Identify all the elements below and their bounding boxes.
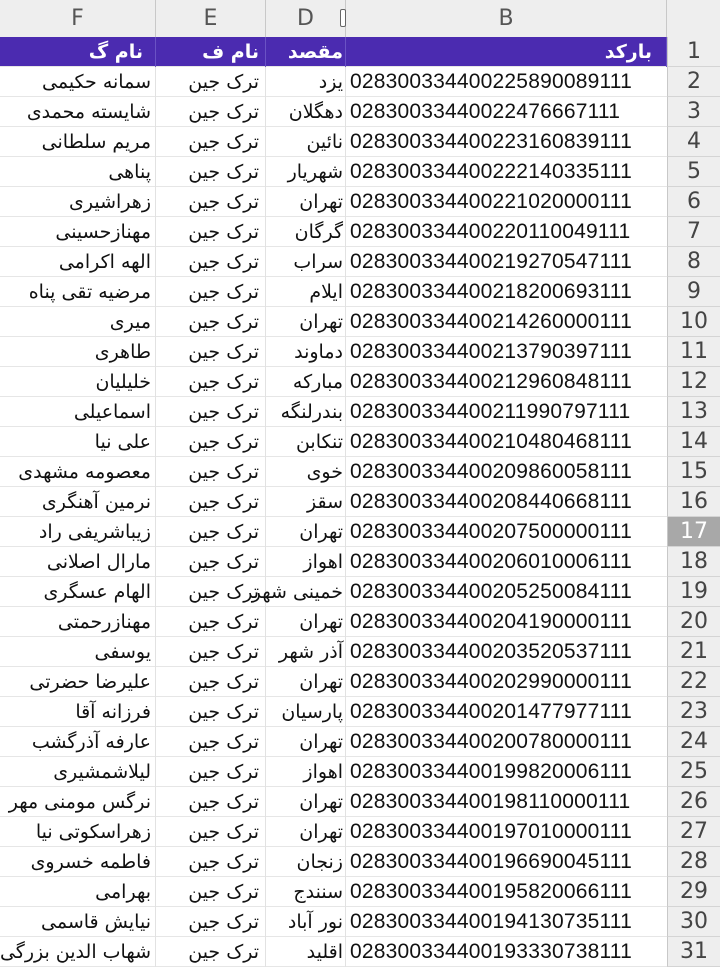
table-row — [0, 817, 720, 847]
cell-destination[interactable]: تهران — [266, 307, 346, 337]
cell-last-name[interactable]: ترک جین — [156, 667, 266, 697]
cell-first-name[interactable]: مریم سلطانی — [0, 127, 156, 157]
row-number[interactable]: 11 — [667, 337, 720, 367]
cell-destination[interactable]: تهران — [266, 607, 346, 637]
cell-last-name[interactable]: ترک جین — [156, 517, 266, 547]
row-number[interactable]: 15 — [667, 457, 720, 487]
cell-barcode[interactable]: 028300334400199820006111 — [350, 760, 632, 783]
cell-first-name[interactable]: یوسفی — [0, 637, 156, 667]
cell-destination[interactable]: شهریار — [266, 157, 346, 187]
table-row — [0, 397, 720, 427]
column-header-d[interactable]: D — [266, 0, 346, 37]
cell-last-name[interactable]: ترک جین — [156, 97, 266, 127]
table-row — [0, 67, 720, 97]
table-row — [0, 727, 720, 757]
row-number[interactable]: 21 — [667, 637, 720, 667]
cell-destination[interactable]: دماوند — [266, 337, 346, 367]
cell-barcode[interactable]: 028300334400201477977111 — [350, 700, 632, 723]
cell-destination[interactable]: سقز — [266, 487, 346, 517]
row-number[interactable]: 17 — [667, 517, 720, 547]
header-cell-barcode[interactable]: بارکد — [346, 37, 667, 67]
row-number[interactable]: 16 — [667, 487, 720, 517]
cell-last-name[interactable]: ترک جین — [156, 847, 266, 877]
cell-first-name[interactable]: زیباشریفی راد — [0, 517, 156, 547]
cell-barcode[interactable]: 028300334400208440668111 — [350, 490, 632, 513]
cell-first-name[interactable]: اسماعیلی — [0, 397, 156, 427]
cell-destination[interactable]: تهران — [266, 187, 346, 217]
cell-last-name[interactable]: ترک جین — [156, 547, 266, 577]
column-resize-handle[interactable] — [340, 9, 346, 27]
cell-first-name[interactable]: شهاب الدین بزرگی — [0, 937, 156, 967]
cell-barcode[interactable]: 028300334400219270547111 — [350, 250, 632, 273]
cell-first-name[interactable]: سمانه حکیمی — [0, 67, 156, 97]
cell-last-name[interactable]: ترک جین — [156, 607, 266, 637]
row-number[interactable]: 13 — [667, 397, 720, 427]
cell-first-name[interactable]: پناهی — [0, 157, 156, 187]
cell-first-name[interactable]: مارال اصلانی — [0, 547, 156, 577]
cell-first-name[interactable]: فرزانه آقا — [0, 697, 156, 727]
row-number[interactable]: 6 — [667, 187, 720, 217]
cell-first-name[interactable]: نرگس مومنی مهر — [0, 787, 156, 817]
row-number[interactable]: 3 — [667, 97, 720, 127]
cell-barcode[interactable]: 028300334400212960848111 — [350, 370, 632, 393]
cell-barcode[interactable]: 028300334400197010000111 — [350, 820, 632, 843]
row-number[interactable]: 2 — [667, 67, 720, 97]
table-row — [0, 457, 720, 487]
cell-last-name[interactable]: ترک جین — [156, 937, 266, 967]
cell-destination[interactable]: دهگلان — [266, 97, 346, 127]
cell-barcode[interactable]: 028300334400202990000111 — [350, 670, 632, 693]
cell-first-name[interactable]: معصومه مشهدی — [0, 457, 156, 487]
table-row — [0, 427, 720, 457]
table-row — [0, 847, 720, 877]
cell-destination[interactable]: ایلام — [266, 277, 346, 307]
table-row — [0, 877, 720, 907]
cell-destination[interactable]: تهران — [266, 667, 346, 697]
table-row — [0, 307, 720, 337]
cell-barcode[interactable]: 028300334400198110000111 — [350, 790, 631, 813]
cell-last-name[interactable]: ترک جین — [156, 127, 266, 157]
cell-last-name[interactable]: ترک جین — [156, 217, 266, 247]
table-row — [0, 367, 720, 397]
table-row — [0, 337, 720, 367]
cell-barcode[interactable]: 028300334400207500000111 — [350, 520, 632, 543]
row-number[interactable]: 23 — [667, 697, 720, 727]
cell-barcode[interactable]: 028300334400211990797111 — [350, 400, 631, 423]
cell-destination[interactable]: سراب — [266, 247, 346, 277]
header-cell-destination[interactable]: مقصد — [266, 37, 346, 67]
column-header-bar — [0, 0, 720, 38]
cell-barcode[interactable]: 028300334400221020000111 — [350, 190, 632, 213]
cell-barcode[interactable]: 028300334400213790397111 — [350, 340, 632, 363]
cell-destination[interactable]: پارسیان — [266, 697, 346, 727]
cell-first-name[interactable]: مرضیه تقی پناه — [0, 277, 156, 307]
table-row — [0, 757, 720, 787]
cell-first-name[interactable]: شایسته محمدی — [0, 97, 156, 127]
cell-barcode[interactable]: 028300334400218200693111 — [350, 280, 632, 303]
cell-first-name[interactable]: نیایش قاسمی — [0, 907, 156, 937]
cell-last-name[interactable]: ترک جین — [156, 367, 266, 397]
cell-destination[interactable]: یزد — [266, 67, 346, 97]
table-row — [0, 907, 720, 937]
table-row — [0, 637, 720, 667]
table-row — [0, 577, 720, 607]
cell-destination[interactable]: سنندج — [266, 877, 346, 907]
select-all-corner[interactable] — [667, 0, 720, 37]
cell-last-name[interactable]: ترک جین — [156, 727, 266, 757]
row-number[interactable]: 4 — [667, 127, 720, 157]
row-number[interactable]: 18 — [667, 547, 720, 577]
cell-first-name[interactable]: طاهری — [0, 337, 156, 367]
header-row — [0, 37, 720, 67]
cell-first-name[interactable]: الهه اکرامی — [0, 247, 156, 277]
cell-destination[interactable]: گرگان — [266, 217, 346, 247]
cell-last-name[interactable]: ترک جین — [156, 397, 266, 427]
cell-barcode[interactable]: 028300334400193330738111 — [350, 940, 632, 963]
cell-last-name[interactable]: ترک جین — [156, 907, 266, 937]
row-number[interactable]: 8 — [667, 247, 720, 277]
cell-barcode[interactable]: 028300334400222140335111 — [350, 160, 632, 183]
cell-barcode[interactable]: 028300334400194130735111 — [350, 910, 632, 933]
cell-first-name[interactable]: میری — [0, 307, 156, 337]
cell-first-name[interactable]: مهنازرحمتی — [0, 607, 156, 637]
row-number[interactable]: 31 — [667, 937, 720, 967]
cell-last-name[interactable]: ترک جین — [156, 817, 266, 847]
cell-destination[interactable]: تهران — [266, 727, 346, 757]
cell-barcode[interactable]: 028300334400225890089111 — [350, 70, 632, 93]
cell-last-name[interactable]: ترک جین — [156, 157, 266, 187]
row-number[interactable]: 5 — [667, 157, 720, 187]
table-row — [0, 277, 720, 307]
column-header-f[interactable]: F — [0, 0, 156, 37]
cell-destination[interactable]: تهران — [266, 787, 346, 817]
header-cell-last-name[interactable]: نام ف — [156, 37, 266, 67]
cell-destination[interactable]: خمینی شهر — [266, 577, 346, 607]
cell-barcode[interactable]: 028300334400204190000111 — [350, 610, 632, 633]
cell-barcode[interactable]: 02830033440022476667111 — [350, 100, 621, 123]
cell-barcode[interactable]: 028300334400205250084111 — [350, 580, 632, 603]
table-row — [0, 547, 720, 577]
cell-destination[interactable]: زنجان — [266, 847, 346, 877]
row-number[interactable]: 28 — [667, 847, 720, 877]
cell-first-name[interactable]: مهنازحسینی — [0, 217, 156, 247]
table-row — [0, 97, 720, 127]
row-number[interactable]: 30 — [667, 907, 720, 937]
table-row — [0, 247, 720, 277]
row-number[interactable]: 25 — [667, 757, 720, 787]
cell-barcode[interactable]: 028300334400214260000111 — [350, 310, 632, 333]
cell-barcode[interactable]: 028300334400223160839111 — [350, 130, 632, 153]
row-number[interactable]: 27 — [667, 817, 720, 847]
cell-first-name[interactable]: بهرامی — [0, 877, 156, 907]
cell-last-name[interactable]: ترک جین — [156, 277, 266, 307]
cell-last-name[interactable]: ترک جین — [156, 637, 266, 667]
table-row — [0, 487, 720, 517]
cell-first-name[interactable]: الهام عسگری — [0, 577, 156, 607]
table-row — [0, 667, 720, 697]
header-cell-first-name[interactable]: نام گ — [0, 37, 156, 67]
cell-first-name[interactable]: فاطمه خسروی — [0, 847, 156, 877]
cell-destination[interactable]: آذر شهر — [266, 637, 346, 667]
table-row — [0, 187, 720, 217]
cell-last-name[interactable]: ترک جین — [156, 427, 266, 457]
cell-destination[interactable]: اهواز — [266, 757, 346, 787]
cell-first-name[interactable]: نرمین آهنگری — [0, 487, 156, 517]
row-number[interactable]: 22 — [667, 667, 720, 697]
cell-first-name[interactable]: علی نیا — [0, 427, 156, 457]
row-number[interactable]: 7 — [667, 217, 720, 247]
row-number[interactable]: 1 — [667, 37, 720, 67]
row-number[interactable]: 20 — [667, 607, 720, 637]
row-number[interactable]: 9 — [667, 277, 720, 307]
table-row — [0, 697, 720, 727]
row-number[interactable]: 10 — [667, 307, 720, 337]
table-row — [0, 157, 720, 187]
cell-destination[interactable]: تنکابن — [266, 427, 346, 457]
cell-barcode[interactable]: 028300334400209860058111 — [350, 460, 632, 483]
table-row — [0, 217, 720, 247]
cell-first-name[interactable]: لیلاشمشیری — [0, 757, 156, 787]
row-number[interactable]: 14 — [667, 427, 720, 457]
cell-first-name[interactable]: عارفه آذرگشب — [0, 727, 156, 757]
table-row — [0, 517, 720, 547]
cell-last-name[interactable]: ترک جین — [156, 877, 266, 907]
cell-destination[interactable]: مبارکه — [266, 367, 346, 397]
cell-first-name[interactable]: خلیلیان — [0, 367, 156, 397]
cell-last-name[interactable]: ترک جین — [156, 457, 266, 487]
cell-last-name[interactable]: ترک جین — [156, 307, 266, 337]
cell-destination[interactable]: اقلید — [266, 937, 346, 967]
table-row — [0, 787, 720, 817]
cell-barcode[interactable]: 028300334400200780000111 — [350, 730, 632, 753]
cell-barcode[interactable]: 028300334400210480468111 — [350, 430, 632, 453]
column-header-b[interactable]: B — [346, 0, 667, 37]
cell-destination[interactable]: بندرلنگه — [266, 397, 346, 427]
cell-destination[interactable]: نائین — [266, 127, 346, 157]
cell-last-name[interactable]: ترک جین — [156, 247, 266, 277]
cell-last-name[interactable]: ترک جین — [156, 67, 266, 97]
cell-destination[interactable]: نور آباد — [266, 907, 346, 937]
cell-destination[interactable]: تهران — [266, 517, 346, 547]
cell-barcode[interactable]: 028300334400195820066111 — [350, 880, 632, 903]
row-number[interactable]: 26 — [667, 787, 720, 817]
cell-last-name[interactable]: ترک جین — [156, 187, 266, 217]
cell-barcode[interactable]: 028300334400206010006111 — [350, 550, 632, 573]
cell-last-name[interactable]: ترک جین — [156, 337, 266, 367]
table-row — [0, 607, 720, 637]
cell-first-name[interactable]: زهراسکوتی نیا — [0, 817, 156, 847]
row-number[interactable]: 24 — [667, 727, 720, 757]
cell-last-name[interactable]: ترک جین — [156, 577, 266, 607]
cell-barcode[interactable]: 028300334400220110049111 — [350, 220, 631, 243]
cell-last-name[interactable]: ترک جین — [156, 697, 266, 727]
cell-destination[interactable]: اهواز — [266, 547, 346, 577]
row-number[interactable]: 19 — [667, 577, 720, 607]
cell-last-name[interactable]: ترک جین — [156, 487, 266, 517]
row-number[interactable]: 12 — [667, 367, 720, 397]
row-number[interactable]: 29 — [667, 877, 720, 907]
cell-last-name[interactable]: ترک جین — [156, 757, 266, 787]
cell-destination[interactable]: خوی — [266, 457, 346, 487]
table-row — [0, 127, 720, 157]
cell-barcode[interactable]: 028300334400203520537111 — [350, 640, 632, 663]
table-row — [0, 937, 720, 967]
cell-destination[interactable]: تهران — [266, 817, 346, 847]
cell-last-name[interactable]: ترک جین — [156, 787, 266, 817]
cell-barcode[interactable]: 028300334400196690045111 — [350, 850, 632, 873]
column-header-e[interactable]: E — [156, 0, 266, 37]
cell-first-name[interactable]: زهراشیری — [0, 187, 156, 217]
cell-first-name[interactable]: علیرضا حضرتی — [0, 667, 156, 697]
